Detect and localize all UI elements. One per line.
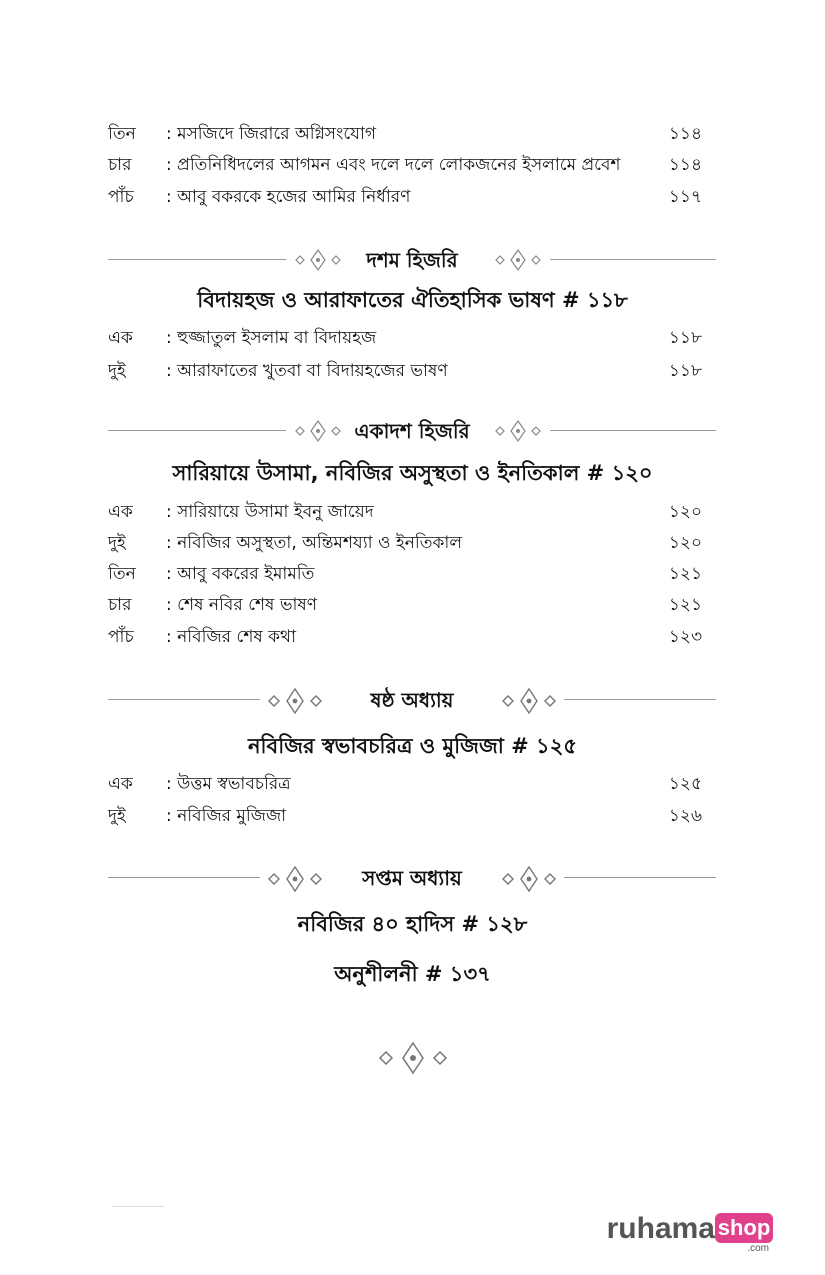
toc-row-title: : নবিজির শেষ কথা [166, 627, 296, 647]
toc-row-ordinal: তিন [108, 564, 136, 584]
toc-row[interactable] [108, 183, 702, 211]
toc-row-page: ১২০ [668, 502, 702, 522]
section-heading: ষষ্ঠ অধ্যায় [370, 688, 454, 712]
section-heading: দশম হিজরি [366, 248, 458, 272]
brand-logo-badge: shop [715, 1213, 773, 1243]
toc-row-ordinal: তিন [108, 124, 136, 144]
toc-row[interactable] [108, 151, 702, 179]
toc-row-ordinal: পাঁচ [108, 627, 134, 647]
toc-row[interactable] [108, 324, 702, 352]
chapter-title[interactable]: নবিজির স্বভাবচরিত্র ও মুজিজা # ১২৫ [248, 734, 577, 758]
toc-row-page: ১২১ [668, 595, 702, 615]
toc-row-ordinal: এক [108, 774, 133, 794]
toc-row[interactable] [108, 802, 702, 830]
toc-row-ordinal: এক [108, 502, 133, 522]
toc-row-ordinal: দুই [108, 533, 126, 553]
toc-row-ordinal: পাঁচ [108, 187, 134, 207]
chapter-title[interactable]: বিদায়হজ ও আরাফাতের ঐতিহাসিক ভাষণ # ১১৮ [197, 288, 628, 312]
toc-row-title: : আবু বকরের ইমামতি [166, 564, 315, 584]
toc-row-page: ১২১ [668, 564, 702, 584]
ornament-icon [372, 1040, 454, 1076]
toc-row-ordinal: দুই [108, 361, 126, 381]
toc-row-title: : নবিজির অসুস্থতা, অন্তিমশয্যা ও ইনতিকাল [166, 533, 463, 553]
toc-row-page: ১১৭ [668, 187, 702, 207]
toc-row-page: ১২৬ [668, 806, 702, 826]
section-heading: একাদশ হিজরি [354, 419, 470, 443]
section-divider [108, 240, 716, 280]
brand-logo-domain: .com [747, 1243, 769, 1254]
section-heading: সপ্তম অধ্যায় [362, 866, 462, 890]
toc-row-page: ১২৫ [668, 774, 702, 794]
toc-row-title: : প্রতিনিধিদলের আগমন এবং দলে দলে লোকজনের ইসলামে প্রবেশ [166, 155, 621, 175]
toc-row-title: : আরাফাতের খুতবা বা বিদায়হজের ভাষণ [166, 361, 448, 381]
toc-row-ordinal: দুই [108, 806, 126, 826]
toc-row[interactable] [108, 357, 702, 385]
toc-row[interactable] [108, 591, 702, 619]
toc-row-title: : নবিজির মুজিজা [166, 806, 287, 826]
chapter-title[interactable]: অনুশীলনী # ১৩৭ [334, 962, 491, 986]
toc-row-page: ১১৮ [668, 328, 702, 348]
toc-row-title: : মসজিদে জিরারে অগ্নিসংযোগ [166, 124, 377, 144]
brand-logo-text: ruhama [606, 1212, 715, 1245]
toc-row-page: ১১৮ [668, 361, 702, 381]
toc-row-page: ১১৪ [668, 124, 702, 144]
section-divider [108, 858, 716, 898]
toc-row-page: ১১৪ [668, 155, 702, 175]
toc-row[interactable] [108, 529, 702, 557]
toc-row-title: : উত্তম স্বভাবচরিত্র [166, 774, 291, 794]
chapter-title[interactable]: সারিয়ায়ে উসামা, নবিজির অসুস্থতা ও ইনতিকাল # ১২০ [172, 461, 653, 485]
brand-logo[interactable] [573, 1211, 773, 1254]
toc-row-title: : হুজ্জাতুল ইসলাম বা বিদায়হজ [166, 328, 377, 348]
toc-row[interactable] [108, 770, 702, 798]
toc-row-page: ১২০ [668, 533, 702, 553]
chapter-title[interactable]: নবিজির ৪০ হাদিস # ১২৮ [297, 912, 528, 936]
section-divider [108, 411, 716, 451]
toc-row[interactable] [108, 623, 702, 651]
toc-row-ordinal: চার [108, 155, 132, 175]
toc-row-title: : সারিয়ায়ে উসামা ইবনু জায়েদ [166, 502, 374, 522]
toc-row[interactable] [108, 560, 702, 588]
toc-row[interactable] [108, 120, 702, 148]
divider-rule [112, 1206, 164, 1207]
toc-row-title: : আবু বকরকে হজের আমির নির্ধারণ [166, 187, 411, 207]
toc-row-page: ১২৩ [668, 627, 702, 647]
toc-row-ordinal: এক [108, 328, 133, 348]
toc-row-ordinal: চার [108, 595, 132, 615]
section-divider [108, 680, 716, 720]
toc-row-title: : শেষ নবির শেষ ভাষণ [166, 595, 318, 615]
toc-row[interactable] [108, 498, 702, 526]
